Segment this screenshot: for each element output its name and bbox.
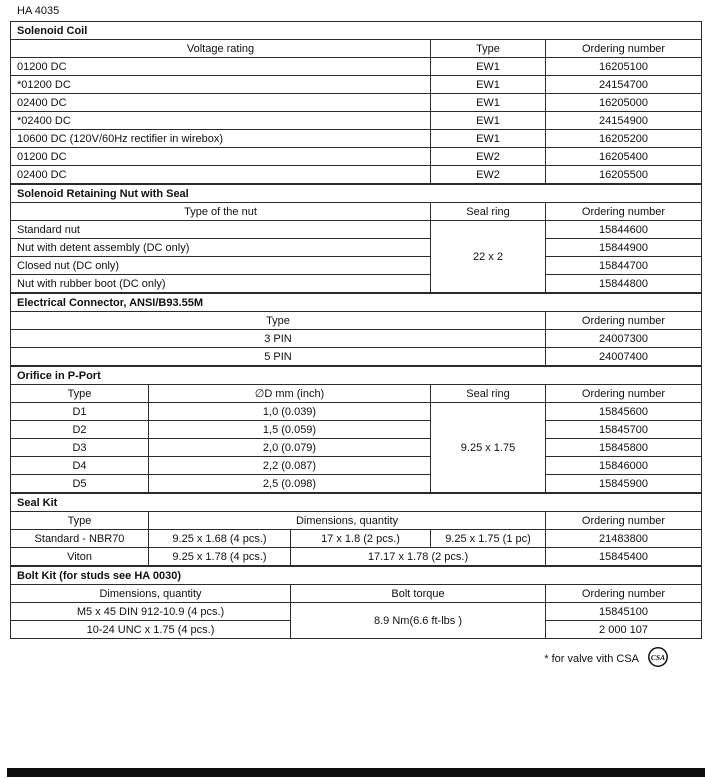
col-header-seal-ring: Seal ring — [431, 385, 546, 403]
cell-dimension: 17 x 1.8 (2 pcs.) — [291, 530, 431, 548]
table-row — [11, 112, 702, 130]
section-title-row — [11, 294, 702, 312]
seal-kit-table — [10, 493, 702, 566]
col-header-type: Type — [11, 385, 149, 403]
table-row — [11, 330, 702, 348]
table-row — [11, 475, 702, 493]
cell-nut-type: Nut with rubber boot (DC only) — [11, 275, 431, 293]
cell-orifice-type: D5 — [11, 475, 149, 493]
footnote-row — [0, 646, 705, 671]
col-header-ordering-number: Ordering number — [546, 512, 702, 530]
section-title-row — [11, 367, 702, 385]
col-header-ordering-number: Ordering number — [546, 203, 702, 221]
cell-type: EW1 — [431, 112, 546, 130]
tables-container — [10, 21, 701, 639]
cell-ordering: 15844600 — [546, 221, 702, 239]
cell-nut-type: Closed nut (DC only) — [11, 257, 431, 275]
table-row — [11, 348, 702, 366]
section-title-electrical-connector: Electrical Connector, ANSI/B93.55M — [11, 294, 702, 312]
cell-ordering: 15845800 — [546, 439, 702, 457]
cell-diameter: 2,5 (0.098) — [149, 475, 431, 493]
col-header-type: Type — [11, 312, 546, 330]
cell-diameter: 2,2 (0.087) — [149, 457, 431, 475]
bolt-kit-table — [10, 566, 702, 639]
col-header-seal-ring: Seal ring — [431, 203, 546, 221]
table-row — [11, 530, 702, 548]
section-title-retaining-nut: Solenoid Retaining Nut with Seal — [11, 185, 702, 203]
table-row — [11, 403, 702, 421]
col-header-ordering-number: Ordering number — [546, 385, 702, 403]
cell-bolt-dimensions: M5 x 45 DIN 912-10.9 (4 pcs.) — [11, 603, 291, 621]
cell-diameter: 2,0 (0.079) — [149, 439, 431, 457]
cell-ordering: 16205200 — [546, 130, 702, 148]
csa-footnote-text: * for valve vith CSA — [544, 652, 639, 665]
col-header-bolt-torque: Bolt torque — [291, 585, 546, 603]
cell-ordering: 24154700 — [546, 76, 702, 94]
table-row — [11, 166, 702, 184]
cell-ordering: 24007300 — [546, 330, 702, 348]
cell-dimension: 17.17 x 1.78 (2 pcs.) — [291, 548, 546, 566]
header-row — [11, 585, 702, 603]
cell-ordering: 15845600 — [546, 403, 702, 421]
solenoid-coil-table — [10, 21, 702, 184]
header-row — [11, 385, 702, 403]
table-row — [11, 76, 702, 94]
cell-voltage: 10600 DC (120V/60Hz rectifier in wirebox) — [11, 130, 431, 148]
cell-ordering: 15844900 — [546, 239, 702, 257]
cell-connector-type: 3 PIN — [11, 330, 546, 348]
cell-diameter: 1,5 (0.059) — [149, 421, 431, 439]
table-row — [11, 275, 702, 293]
cell-ordering: 16205000 — [546, 94, 702, 112]
cell-type: EW1 — [431, 94, 546, 112]
table-row — [11, 221, 702, 239]
header-row — [11, 512, 702, 530]
table-row — [11, 457, 702, 475]
table-row — [11, 421, 702, 439]
cell-ordering: 21483800 — [546, 530, 702, 548]
cell-voltage: 02400 DC — [11, 166, 431, 184]
page-title: HA 4035 — [17, 5, 60, 17]
cell-bolt-torque: 8.9 Nm(6.6 ft-lbs ) — [291, 603, 546, 639]
cell-seal-kit-type: Viton — [11, 548, 149, 566]
cell-ordering: 15845100 — [546, 603, 702, 621]
section-title-orifice: Orifice in P-Port — [11, 367, 702, 385]
col-header-voltage-rating: Voltage rating — [11, 40, 431, 58]
cell-diameter: 1,0 (0.039) — [149, 403, 431, 421]
cell-type: EW2 — [431, 166, 546, 184]
col-header-ordering-number: Ordering number — [546, 585, 702, 603]
cell-dimension: 9.25 x 1.75 (1 pc) — [431, 530, 546, 548]
cell-voltage: 02400 DC — [11, 94, 431, 112]
section-title-row — [11, 22, 702, 40]
cell-type: EW1 — [431, 76, 546, 94]
section-title-row — [11, 494, 702, 512]
col-header-dimensions-quantity: Dimensions, quantity — [11, 585, 291, 603]
section-title-row — [11, 567, 702, 585]
cell-ordering: 15844800 — [546, 275, 702, 293]
footer-bar — [7, 768, 705, 777]
col-header-dimensions-quantity: Dimensions, quantity — [149, 512, 546, 530]
col-header-ordering-number: Ordering number — [546, 40, 702, 58]
table-row — [11, 148, 702, 166]
cell-orifice-type: D1 — [11, 403, 149, 421]
col-header-ordering-number: Ordering number — [546, 312, 702, 330]
cell-type: EW2 — [431, 148, 546, 166]
cell-ordering: 2 000 107 — [546, 621, 702, 639]
cell-connector-type: 5 PIN — [11, 348, 546, 366]
cell-dimension: 9.25 x 1.68 (4 pcs.) — [149, 530, 291, 548]
header-row — [11, 203, 702, 221]
section-title-seal-kit: Seal Kit — [11, 494, 702, 512]
retaining-nut-table — [10, 184, 702, 293]
svg-text:CSA: CSA — [650, 652, 666, 662]
cell-bolt-dimensions: 10-24 UNC x 1.75 (4 pcs.) — [11, 621, 291, 639]
table-row — [11, 439, 702, 457]
orifice-table — [10, 366, 702, 493]
section-title-row — [11, 185, 702, 203]
cell-orifice-type: D2 — [11, 421, 149, 439]
table-row — [11, 603, 702, 621]
cell-orifice-type: D3 — [11, 439, 149, 457]
cell-ordering: 24154900 — [546, 112, 702, 130]
section-title-bolt-kit: Bolt Kit (for studs see HA 0030) — [11, 567, 702, 585]
col-header-type: Type — [431, 40, 546, 58]
header-row — [11, 40, 702, 58]
cell-ordering: 15844700 — [546, 257, 702, 275]
cell-nut-type: Nut with detent assembly (DC only) — [11, 239, 431, 257]
table-row — [11, 130, 702, 148]
cell-voltage: *02400 DC — [11, 112, 431, 130]
col-header-type: Type — [11, 512, 149, 530]
col-header-nut-type: Type of the nut — [11, 203, 431, 221]
cell-dimension: 9.25 x 1.78 (4 pcs.) — [149, 548, 291, 566]
cell-ordering: 15845700 — [546, 421, 702, 439]
table-row — [11, 239, 702, 257]
cell-voltage: 01200 DC — [11, 148, 431, 166]
cell-ordering: 15845400 — [546, 548, 702, 566]
cell-ordering: 16205100 — [546, 58, 702, 76]
electrical-connector-table — [10, 293, 702, 366]
cell-type: EW1 — [431, 58, 546, 76]
csa-logo-icon — [647, 646, 669, 671]
cell-ordering: 16205400 — [546, 148, 702, 166]
table-row — [11, 94, 702, 112]
cell-seal-ring: 9.25 x 1.75 — [431, 403, 546, 493]
cell-ordering: 15845900 — [546, 475, 702, 493]
cell-type: EW1 — [431, 130, 546, 148]
cell-nut-type: Standard nut — [11, 221, 431, 239]
header-row — [11, 312, 702, 330]
cell-orifice-type: D4 — [11, 457, 149, 475]
cell-seal-ring: 22 x 2 — [431, 221, 546, 293]
table-row — [11, 548, 702, 566]
table-row — [11, 257, 702, 275]
table-row — [11, 58, 702, 76]
cell-voltage: *01200 DC — [11, 76, 431, 94]
col-header-diameter: ∅D mm (inch) — [149, 385, 431, 403]
cell-ordering: 15846000 — [546, 457, 702, 475]
cell-voltage: 01200 DC — [11, 58, 431, 76]
cell-ordering: 24007400 — [546, 348, 702, 366]
cell-seal-kit-type: Standard - NBR70 — [11, 530, 149, 548]
section-title-solenoid-coil: Solenoid Coil — [11, 22, 702, 40]
cell-ordering: 16205500 — [546, 166, 702, 184]
